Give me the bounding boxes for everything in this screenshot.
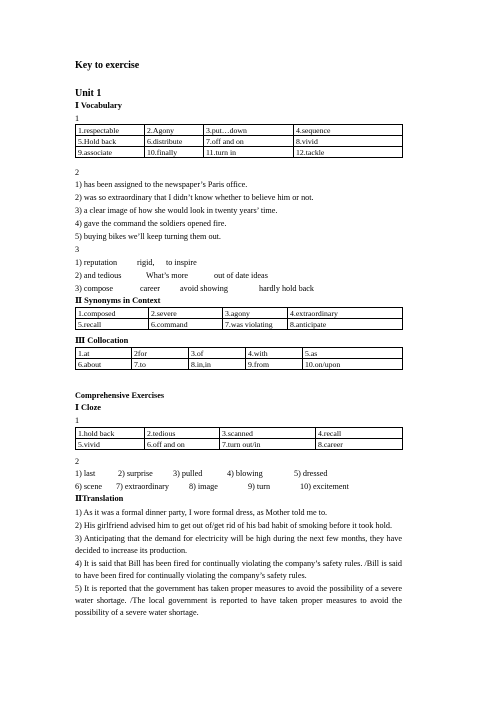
table-cell: 8.in,in xyxy=(189,359,246,370)
table-cell: 3.scanned xyxy=(220,428,316,439)
table-cell: 2for xyxy=(132,348,189,359)
table-cell: 1.composed xyxy=(76,308,149,319)
table-cell: 4.with xyxy=(246,348,303,359)
answer-item: 2) surprise xyxy=(118,469,153,478)
table-cell: 7.to xyxy=(132,359,189,370)
exercise-number: 2 xyxy=(75,168,80,177)
table-cell: 6.off and on xyxy=(145,439,220,450)
answer-line: 5) buying bikes we’ll keep turning them out. xyxy=(75,232,221,241)
answer-item: What’s more xyxy=(146,271,189,280)
answer-item: career xyxy=(140,284,160,293)
answer-item: rigid, xyxy=(137,258,155,267)
table-cell: 5.as xyxy=(303,348,403,359)
answer-item: 9) turn xyxy=(248,482,271,491)
table-cell: 1.respectable xyxy=(76,125,145,136)
cloze-heading: Ⅰ Cloze xyxy=(75,403,102,412)
table-cell: 10.finally xyxy=(145,147,204,158)
table-cell: 5.vivid xyxy=(76,439,145,450)
answer-item: 1) reputation xyxy=(75,258,118,267)
vocabulary-answer-table xyxy=(75,124,403,158)
table-cell: 8.career xyxy=(316,439,403,450)
answer-row xyxy=(75,258,197,268)
translation-item: 1) As it was a formal dinner party, I wore formal dress, as Mother told me to. xyxy=(75,508,328,517)
table-row xyxy=(76,439,403,450)
table-cell: 7.was violating xyxy=(223,319,288,330)
answer-row xyxy=(75,284,314,294)
table-cell: 4.recall xyxy=(316,428,403,439)
answer-item: 4) blowing xyxy=(227,469,263,478)
table-row xyxy=(76,359,403,370)
answer-row xyxy=(75,482,349,492)
table-cell: 8.vivid xyxy=(294,136,403,147)
exercise-number: 1 xyxy=(75,416,80,425)
table-cell: 6.about xyxy=(76,359,132,370)
exercise-number: 3 xyxy=(75,245,80,254)
answer-item: out of date ideas xyxy=(214,271,268,280)
table-cell: 3.of xyxy=(189,348,246,359)
answer-line: 4) gave the command the soldiers opened fire. xyxy=(75,219,227,228)
document-title: Key to exercise xyxy=(75,60,140,71)
answer-item: to inspire xyxy=(166,258,197,267)
answer-line: 2) was so extraordinary that I didn’t know whether to believe him or not. xyxy=(75,193,314,202)
answer-item: 3) compose xyxy=(75,284,113,293)
answer-item: 3) pulled xyxy=(173,469,203,478)
answer-item: 5) dressed xyxy=(294,469,328,478)
translation-item: 3) Anticipating that the demand for electricity will be high during the next few months, they have decided to increase its production. xyxy=(75,534,402,555)
answer-item: hardly hold back xyxy=(259,284,315,293)
table-row xyxy=(76,147,403,158)
table-cell: 6.distribute xyxy=(145,136,204,147)
table-row xyxy=(76,125,403,136)
table-cell: 5.recall xyxy=(76,319,149,330)
table-cell: 7.turn out/in xyxy=(220,439,316,450)
table-cell: 9.associate xyxy=(76,147,145,158)
table-cell: 7.off and on xyxy=(204,136,294,147)
table-cell: 11.turn in xyxy=(204,147,294,158)
answer-item: 8) image xyxy=(189,482,218,491)
answer-item: avoid showing xyxy=(180,284,228,293)
answer-item: 6) scene xyxy=(75,482,103,491)
answer-line: 3) a clear image of how she would look in twenty years’ time. xyxy=(75,206,278,215)
unit-heading: Unit 1 xyxy=(75,88,102,99)
table-cell: 4.sequence xyxy=(294,125,403,136)
table-row xyxy=(76,428,403,439)
answer-row xyxy=(75,271,268,281)
table-cell: 4.extraordinary xyxy=(288,308,403,319)
collocation-heading: Ⅲ Collocation xyxy=(75,336,129,345)
answer-item: 1) last xyxy=(75,469,96,478)
collocation-answer-table xyxy=(75,347,403,370)
translation-item: 2) His girlfriend advised him to get out of/get rid of his bad habit of smoking before it took hold. xyxy=(75,521,392,530)
table-cell: 2.tedious xyxy=(145,428,220,439)
translation-item: 4) It is said that Bill has been fired for continually violating the company’s safety rules. /Bill is said to have been fired for continually violating the company’s safety rules. xyxy=(75,559,402,580)
table-cell: 10.on/upon xyxy=(303,359,403,370)
answer-line: 1) has been assigned to the newspaper’s Paris office. xyxy=(75,180,248,189)
table-cell: 3.put…down xyxy=(204,125,294,136)
synonyms-heading: Ⅱ Synonyms in Context xyxy=(75,296,161,305)
comprehensive-heading: Comprehensive Exercises xyxy=(75,391,165,400)
table-cell: 2.severe xyxy=(149,308,223,319)
table-cell: 12.tackle xyxy=(294,147,403,158)
exercise-number: 2 xyxy=(75,457,80,466)
table-row xyxy=(76,319,403,330)
synonyms-answer-table xyxy=(75,307,403,330)
table-cell: 6.command xyxy=(149,319,223,330)
table-cell: 2.Agony xyxy=(145,125,204,136)
vocabulary-heading: Ⅰ Vocabulary xyxy=(75,101,122,110)
table-row xyxy=(76,136,403,147)
translation-item: 5) It is reported that the government has taken proper measures to avoid the possibility of a severe water shortage. /The local government is reported to have taken proper measures to avoid the possibility of a severe water shortage. xyxy=(75,584,402,617)
table-cell: 3.agony xyxy=(223,308,288,319)
table-cell: 9.from xyxy=(246,359,303,370)
answer-item: 2) and tedious xyxy=(75,271,122,280)
cloze-answer-table xyxy=(75,427,403,450)
table-cell: 1.at xyxy=(76,348,132,359)
exercise-number: 1 xyxy=(75,114,80,123)
answer-row xyxy=(75,469,327,479)
translation-heading: ⅡTranslation xyxy=(75,494,124,503)
answer-item: 10) excitement xyxy=(300,482,349,491)
table-row xyxy=(76,348,403,359)
table-row xyxy=(76,308,403,319)
answer-item: 7) extraordinary xyxy=(116,482,169,491)
table-cell: 8.anticipate xyxy=(288,319,403,330)
table-cell: 1.hold back xyxy=(76,428,145,439)
translation-answers xyxy=(75,507,402,619)
table-cell: 5.Hold back xyxy=(76,136,145,147)
